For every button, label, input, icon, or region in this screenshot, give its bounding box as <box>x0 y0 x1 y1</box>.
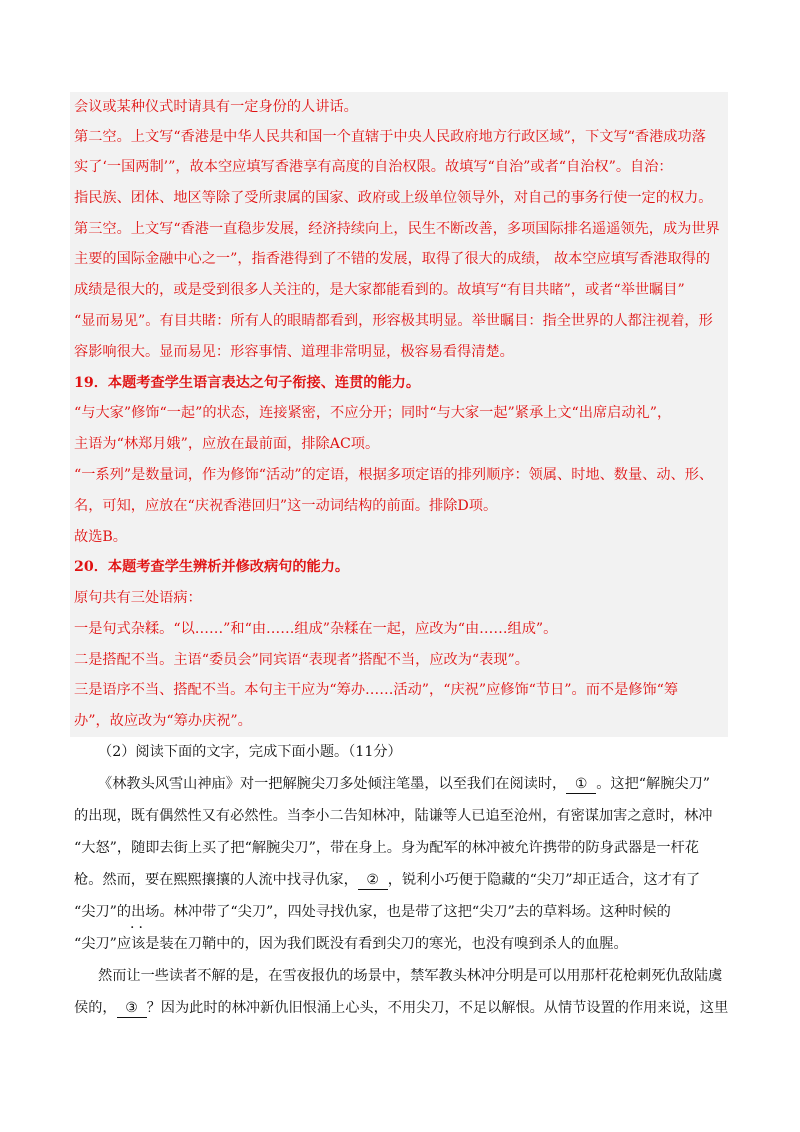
passage-line: 然而让一些读者不解的是，在雪夜报仇的场景中，禁军教头林冲分明是可以用那杆花枪刺死仇敌陆虞 <box>98 968 723 984</box>
passage-line <box>74 870 734 890</box>
passage-line: “尖刀”的出场。林冲带了“尖刀”，四处寻找仇家，也是带了这把“尖刀”去的草料场。这种时候的 <box>74 904 671 920</box>
blank-1[interactable]: ① <box>566 775 596 794</box>
answer-line: 实了‘一国两制’”，故本空应填写香港享有高度的自治权限。故填写“自治”或者“自治权”。自治： <box>74 159 673 175</box>
answer-line: 一是句式杂糅。“以……”和“由……组成”杂糅在一起，应改为“由……组成”。 <box>74 621 558 637</box>
passage-text: ，锐利小巧便于隐藏的“尖刀”却正适合，这才有了 <box>387 872 701 888</box>
passage-text: ？因为此时的林冲新仇旧恨涌上心头，不用尖刀，不足以解恨。从情节设置的作用来说，这里 <box>146 1000 729 1016</box>
answer-line: 三是语序不当、搭配不当。本句主干应为“筹办……活动”，“庆祝”应修饰“节日”。而不是修饰“筹 <box>74 682 679 698</box>
answer-line: 办”，故应改为“筹办庆祝”。 <box>74 713 252 729</box>
answer-line: “与大家”修饰“一起”的状态，连接紧密，不应分开；同时“与大家一起”紧承上文“出席启动礼”， <box>74 405 672 421</box>
answer-line: 第二空。上文写“香港是中华人民共和国一个直辖于中央人民政府地方行政区域”，下文写“香港成功落 <box>74 129 706 145</box>
passage-text: 侯的， <box>74 1000 117 1016</box>
passage-line: “大怒”，随即去街上买了把“解腕尖刀”，带在身上。身为配军的林冲被允许携带的防身武器是一杆花 <box>74 840 699 856</box>
passage-line: 的出现，既有偶然性又有必然性。当李小二告知林冲，陆谦等人已追至沧州，有密谋加害之意时，林冲 <box>74 808 713 824</box>
passage-line: “尖刀”应该是装在刀鞘中的，因为我们既没有看到尖刀的寒光，也没有嗅到杀人的血腥。 <box>74 936 628 952</box>
answer-line: 二是搭配不当。主语“委员会”同宾语“表现者”搭配不当，应改为“表现”。 <box>74 652 529 668</box>
passage-line <box>98 774 758 794</box>
question-20-heading: 20．本题考查学生辨析并修改病句的能力。 <box>74 559 350 575</box>
answer-line: “一系列”是数量词，作为修饰“活动”的定语，根据多项定语的排列顺序：领属、时地、数量、动、形、 <box>74 467 714 483</box>
answer-line: 主要的国际金融中心之一”，指香港得到了不错的发展，取得了很大的成绩， 故本空应填写香港取得的 <box>74 251 711 267</box>
answer-line: 第三空。上文写“香港一直稳步发展，经济持续向上，民生不断改善，多项国际排名遥遥领先，成为世界 <box>74 221 720 237</box>
emphasis-dots: ·· <box>130 920 147 936</box>
passage-line <box>74 998 734 1018</box>
answer-line: 成绩是很大的，或是受到很多人关注的，是大家都能看到的。故填写“有目共睹”，或者“举世瞩目” <box>74 282 685 298</box>
answer-line: 主语为“林郑月娥”，应放在最前面，排除AC项。 <box>74 436 380 452</box>
passage-text: 《林教头风雪山神庙》对一把解腕尖刀多处倾注笔墨，以至我们在阅读时， <box>98 776 567 792</box>
blank-3[interactable]: ③ <box>117 999 147 1018</box>
answer-line: 名，可知，应放在“庆祝香港回归”这一动词结构的前面。排除D项。 <box>74 498 498 514</box>
passage-text: 。这把“解腕尖刀” <box>596 776 711 792</box>
passage-text: 枪。然而，要在熙熙攘攘的人流中找寻仇家， <box>74 872 358 888</box>
answer-line: 容影响很大。显而易见：形容事情、道理非常明显，极容易看得清楚。 <box>74 344 514 360</box>
answer-line: 会议或某种仪式时请具有一定身份的人讲话。 <box>74 99 358 115</box>
question-header: （2）阅读下面的文字，完成下面小题。（11分） <box>98 744 402 760</box>
answer-line: 原句共有三处语病： <box>74 590 202 606</box>
answer-line: 指民族、团体、地区等除了受所隶属的国家、政府或上级单位领导外，对自己的事务行使一定的权力。 <box>74 190 713 206</box>
question-19-heading: 19．本题考查学生语言表达之句子衔接、连贯的能力。 <box>74 375 421 391</box>
answer-line: 故选B。 <box>74 529 127 545</box>
answer-line: “显而易见”。有目共睹：所有人的眼睛都看到，形容极其明显。举世瞩目：指全世界的人都注视着，形 <box>74 313 713 329</box>
blank-2[interactable]: ② <box>358 871 388 890</box>
